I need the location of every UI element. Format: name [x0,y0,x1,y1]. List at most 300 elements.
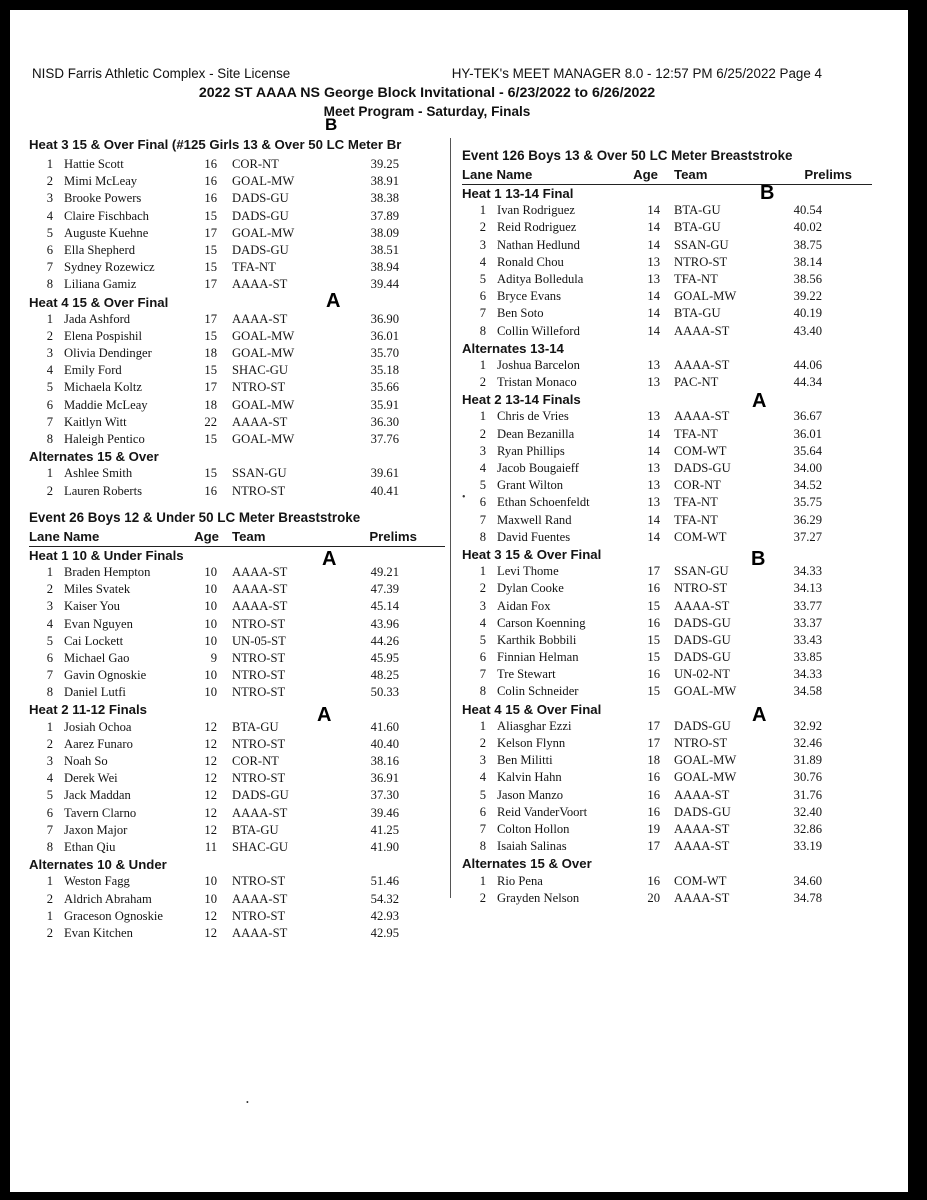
entry-row [462,787,872,804]
team-code: PAC-NT [674,375,719,390]
lane-number: 8 [46,839,53,854]
swimmer-name: Gavin Ognoskie [64,668,147,683]
lane-number: 3 [46,599,53,614]
lane-number: 5 [46,633,53,648]
swimmer-name: Evan Nguyen [64,616,133,631]
prelim-time: 35.70 [370,346,399,361]
swimmer-name: Claire Fischbach [64,208,149,223]
entry-row [462,477,872,494]
swimmer-age: 10 [204,599,217,614]
swimmer-age: 13 [647,409,660,424]
team-code: AAAA-ST [232,891,288,906]
heat-entries [29,311,445,449]
handwritten-mark-a: A [752,704,767,726]
swimmer-name: Jacob Bougaieff [497,461,579,475]
lane-number: 8 [479,684,486,699]
heat-entries [29,564,445,702]
alternate-entries [29,465,445,499]
team-code: BTA-GU [674,306,721,321]
lane-number: 3 [479,598,486,613]
lane-number: 5 [46,225,53,240]
swimmer-age: 13 [647,495,660,510]
prelim-time: 51.46 [370,874,399,889]
lane-number: 2 [46,328,53,343]
swimmer-age: 16 [647,804,660,819]
entry-row [462,615,872,632]
swimmer-name: Michael Gao [64,650,130,665]
swimmer-name: Tre Stewart [497,667,556,682]
team-code: TFA-NT [674,495,718,510]
prelim-time: 38.14 [793,254,822,269]
team-code: NTRO-ST [232,616,286,631]
swimmer-name: Chris de Vries [497,409,569,424]
prelim-time: 32.92 [793,718,822,733]
prelim-time: 38.09 [370,225,399,240]
swimmer-name: Haleigh Pentico [64,432,145,446]
team-code: AAAA-ST [674,821,730,836]
swimmer-age: 14 [647,426,660,441]
swimmer-name: Levi Thome [497,564,559,579]
prelim-time: 49.21 [370,564,399,579]
team-code: DADS-GU [674,632,731,647]
swimmer-name: Kaiser You [64,599,120,614]
prelim-time: 38.94 [370,260,399,275]
swimmer-name: Hattie Scott [64,157,124,171]
entry-row [462,890,872,907]
swimmer-name: Sydney Rozewicz [64,260,155,275]
swimmer-age: 15 [204,208,217,223]
swimmer-name: Ethan Schoenfeldt [497,495,590,510]
entry-row [462,512,872,529]
swimmer-name: Noah So [64,754,108,768]
prelim-time: 35.75 [793,495,822,510]
team-code: SSAN-GU [674,564,729,579]
prelim-time: 36.01 [370,328,399,343]
heat-title: Alternates 10 & Under [29,857,167,873]
swimmer-name: Aliasghar Ezzi [497,718,572,733]
prelim-time: 33.85 [793,650,822,665]
entry-row [462,873,872,890]
swimmer-age: 12 [204,925,217,940]
prelim-time: 38.56 [793,271,822,286]
prelim-time: 38.38 [370,191,399,206]
entry-row [29,753,445,770]
entry-row [29,805,445,822]
handwritten-mark-b: B [325,115,338,134]
handwritten-mark-b: B [760,182,775,204]
lane-number: 1 [46,908,53,923]
lane-number: 6 [46,242,53,257]
prelim-time: 34.33 [793,564,822,579]
entry-row [462,632,872,649]
swimmer-name: Isaiah Salinas [497,839,567,854]
entry-row [29,431,445,448]
swimmer-name: Karthik Bobbili [497,632,577,647]
team-code: DADS-GU [674,718,731,733]
swimmer-age: 12 [204,788,217,803]
entry-row [29,156,445,173]
lane-number: 2 [46,925,53,940]
prelim-time: 40.40 [370,736,399,751]
entry-row [29,311,445,328]
entry-row [462,288,872,305]
lane-number: 7 [46,260,53,275]
lane-number: 4 [479,461,486,475]
swimmer-age: 15 [647,650,660,665]
team-code: DADS-GU [232,242,289,257]
swimmer-age: 10 [204,564,217,579]
site-license: NISD Farris Athletic Complex - Site License [32,66,291,81]
team-code: DADS-GU [232,208,289,223]
swimmer-name: Brooke Powers [64,191,142,206]
entry-row [29,839,445,856]
prelim-time: 37.27 [793,529,822,544]
swimmer-age: 16 [647,770,660,785]
swimmer-age: 14 [647,289,660,304]
swimmer-age: 17 [204,225,217,240]
heat-title: Alternates 15 & Over [29,449,159,465]
entry-row [29,736,445,753]
swimmer-age: 10 [204,685,217,700]
team-code: NTRO-ST [232,908,286,923]
prelim-time: 37.89 [370,208,399,223]
column-headers: Lane Name Age Team Prelims [462,166,872,185]
team-code: AAAA-ST [674,787,730,802]
team-code: AAAA-ST [232,925,288,940]
entry-row [462,305,872,322]
team-code: COM-WT [674,529,727,544]
entry-row [29,787,445,804]
team-code: DADS-GU [232,191,289,206]
entry-row [29,581,445,598]
entry-row [462,202,872,219]
stray-mark: • [462,492,466,503]
heat-entries [462,408,872,546]
swimmer-age: 17 [204,311,217,326]
team-code: AAAA-ST [232,311,288,326]
prelim-time: 48.25 [370,668,399,683]
lane-number: 2 [46,483,53,498]
lane-number: 4 [46,208,53,223]
prelim-time: 33.43 [793,632,822,647]
entry-row [462,752,872,769]
lane-number: 2 [479,426,486,441]
lane-number: 5 [46,788,53,803]
swimmer-name: Cai Lockett [64,633,124,648]
page-header [32,66,822,132]
prelim-time: 34.13 [793,581,822,596]
team-code: GOAL-MW [232,397,295,412]
prelim-time: 39.44 [370,277,399,292]
swimmer-age: 15 [204,432,217,446]
heat-title: Heat 1 10 & Under Finals [29,547,184,563]
entry-row [462,649,872,666]
swimmer-name: Ryan Phillips [497,443,565,458]
team-code: AAAA-ST [674,839,730,854]
swimmer-age: 17 [647,839,660,854]
team-code: BTA-GU [232,822,279,837]
team-code: AAAA-ST [674,323,730,338]
handwritten-mark-a: A [322,548,337,570]
entry-row [29,891,445,908]
prelim-time: 44.06 [793,357,822,372]
lane-number: 4 [479,615,486,630]
entry-row [462,804,872,821]
team-code: GOAL-MW [674,289,737,304]
alternate-entries [462,357,872,391]
prelim-time: 33.37 [793,615,822,630]
prelim-time: 38.51 [370,242,399,257]
team-code: NTRO-ST [232,736,286,751]
prelim-time: 43.96 [370,616,399,631]
swimmer-age: 12 [204,719,217,734]
swimmer-age: 17 [204,380,217,395]
entry-row [462,683,872,700]
swimmer-name: Collin Willeford [497,323,580,338]
prelim-time: 30.76 [793,770,822,785]
team-code: NTRO-ST [674,254,728,269]
swimmer-age: 10 [204,891,217,906]
lane-number: 7 [479,512,486,527]
swimmer-name: Tristan Monaco [497,375,577,390]
stray-mark: • [246,1098,249,1107]
team-code: SSAN-GU [674,237,729,252]
entry-row [29,259,445,276]
team-code: DADS-GU [674,461,731,475]
lane-number: 3 [479,237,486,252]
heat-title: Heat 3 15 & Over Final (#125 Girls 13 & Over 50 LC Meter Br [29,137,402,152]
swimmer-age: 14 [647,203,660,218]
swimmer-age: 17 [647,564,660,579]
prelim-time: 43.40 [793,323,822,338]
swimmer-age: 12 [204,805,217,820]
team-code: NTRO-ST [674,736,728,750]
swimmer-age: 16 [204,483,217,498]
swimmer-age: 16 [647,787,660,802]
team-code: AAAA-ST [232,277,288,292]
swimmer-name: Finnian Helman [497,650,579,665]
prelim-time: 36.29 [793,512,822,527]
swimmer-age: 14 [647,443,660,458]
swimmer-name: Daniel Lutfi [64,685,126,700]
swimmer-age: 15 [204,328,217,343]
heat-title: Alternates 15 & Over [462,856,592,872]
team-code: DADS-GU [674,804,731,819]
team-code: NTRO-ST [232,685,286,700]
lane-number: 7 [479,821,486,836]
handwritten-mark-a: A [752,390,767,412]
prelim-time: 44.26 [370,633,399,648]
right-column [462,136,872,907]
heat-title: Heat 3 15 & Over Final [462,546,602,562]
heat-title: Heat 2 13-14 Finals [462,392,581,408]
swimmer-age: 13 [647,478,660,493]
heat-title: Heat 4 15 & Over Final [462,701,602,717]
swimmer-name: Aidan Fox [497,598,551,613]
entry-row [29,770,445,787]
swimmer-name: Elena Pospishil [64,328,143,343]
entry-row [29,908,445,925]
swimmer-age: 13 [647,254,660,269]
swimmer-age: 17 [647,736,660,750]
lane-number: 1 [479,718,486,733]
lane-number: 4 [46,771,53,786]
entry-row [462,838,872,855]
team-code: DADS-GU [674,615,731,630]
swimmer-name: Ben Soto [497,306,544,321]
prelim-time: 33.19 [793,839,822,854]
lane-number: 1 [479,357,486,372]
swimmer-age: 9 [210,650,217,665]
entry-row [29,873,445,890]
swimmer-age: 15 [647,632,660,647]
meet-subtitle: Meet Program - Saturday, Finals [323,104,531,119]
swimmer-name: Joshua Barcelon [497,357,580,372]
handwritten-mark-a: A [326,290,341,312]
lane-number: 4 [46,363,53,378]
prelim-time: 31.89 [793,753,822,768]
prelim-time: 41.25 [370,822,399,837]
column-divider [450,138,451,898]
swimmer-age: 17 [204,277,217,292]
lane-number: 2 [479,375,486,390]
heat-entries [29,156,445,294]
lane-number: 1 [46,874,53,889]
entry-row [29,190,445,207]
swimmer-name: Kaitlyn Witt [64,414,127,429]
swimmer-name: Kelson Flynn [497,736,566,750]
lane-number: 6 [46,397,53,412]
heat-entries [462,202,872,340]
lane-number: 1 [479,203,486,218]
entry-row [462,735,872,752]
entry-row [29,173,445,190]
swimmer-name: Rio Pena [497,873,543,888]
entry-row [29,414,445,431]
swimmer-age: 13 [647,461,660,475]
swimmer-age: 16 [647,667,660,682]
swimmer-name: Dean Bezanilla [497,426,575,441]
swimmer-name: David Fuentes [497,529,571,544]
lane-number: 6 [46,805,53,820]
entry-row [29,719,445,736]
lane-number: 7 [479,306,486,321]
prelim-time: 34.33 [793,667,822,682]
swimmer-age: 15 [204,466,217,481]
heat-title: Heat 2 11-12 Finals [29,702,148,718]
team-code: AAAA-ST [674,357,730,372]
team-code: COR-NT [674,478,721,493]
swimmer-age: 16 [647,581,660,596]
lane-number: 2 [479,736,486,750]
swimmer-age: 12 [204,736,217,751]
entry-row [29,633,445,650]
swimmer-age: 16 [204,157,217,171]
prelim-time: 40.41 [370,483,399,498]
lane-number: 5 [46,380,53,395]
lane-number: 1 [479,873,486,888]
swimmer-name: Graceson Ognoskie [64,908,163,923]
swimmer-name: Maddie McLeay [64,397,148,412]
entry-row [462,219,872,236]
heat-title: Heat 4 15 & Over Final [29,294,169,310]
lane-number: 3 [46,191,53,206]
entry-row [462,563,872,580]
swimmer-name: Emily Ford [64,363,122,378]
entry-row [462,357,872,374]
team-code: COR-NT [232,754,279,768]
team-code: TFA-NT [232,260,276,275]
team-code: TFA-NT [674,426,718,441]
swimmer-age: 10 [204,668,217,683]
event-title: Event 126 Boys 13 & Over 50 LC Meter Breaststroke [462,148,793,163]
swimmer-age: 15 [647,598,660,613]
swimmer-name: Ella Shepherd [64,242,135,257]
team-code: TFA-NT [674,271,718,286]
heat-entries [29,719,445,857]
team-code: GOAL-MW [232,346,295,361]
swimmer-name: Dylan Cooke [497,581,564,596]
entry-row [462,237,872,254]
meet-title: 2022 ST AAAA NS George Block Invitational - 6/23/2022 to 6/26/2022 [198,85,656,101]
team-code: NTRO-ST [232,380,286,395]
lane-number: 2 [46,174,53,189]
prelim-time: 44.34 [793,375,822,390]
lane-number: 1 [46,311,53,326]
team-code: GOAL-MW [232,432,295,446]
lane-number: 6 [46,650,53,665]
lane-number: 4 [479,770,486,785]
entry-row [29,397,445,414]
team-code: UN-02-NT [674,667,730,682]
entry-row [462,426,872,443]
lane-number: 6 [479,650,486,665]
lane-number: 2 [46,582,53,597]
team-code: GOAL-MW [232,328,295,343]
entry-row [462,769,872,786]
prelim-time: 35.64 [793,443,822,458]
entry-row [462,374,872,391]
prelim-time: 34.78 [793,890,822,905]
lane-number: 1 [479,409,486,424]
event-title: Event 26 Boys 12 & Under 50 LC Meter Breaststroke [29,509,361,525]
heat-entries [462,563,872,701]
entry-row [29,564,445,581]
entry-row [462,580,872,597]
swimmer-age: 16 [204,191,217,206]
software-timestamp: HY-TEK's MEET MANAGER 8.0 - 12:57 PM 6/25/2022 Page 4 [451,66,822,81]
swimmer-age: 16 [647,873,660,888]
swimmer-name: Jason Manzo [497,787,564,802]
entry-row [29,362,445,379]
lane-number: 5 [479,478,486,493]
lane-number: 6 [479,495,486,510]
prelim-time: 40.19 [793,306,822,321]
prelim-time: 50.33 [370,685,399,700]
entry-row [29,379,445,396]
prelim-time: 40.54 [793,203,822,218]
swimmer-age: 14 [647,529,660,544]
swimmer-name: Ivan Rodriguez [497,203,575,218]
column-headers: Lane Name Age Team Prelims [29,528,445,547]
swimmer-age: 11 [204,839,217,854]
entry-row [29,465,445,482]
lane-number: 1 [479,564,486,579]
entry-row [462,666,872,683]
team-code: GOAL-MW [232,225,295,240]
swimmer-name: Lauren Roberts [64,483,142,498]
swimmer-age: 14 [647,220,660,235]
